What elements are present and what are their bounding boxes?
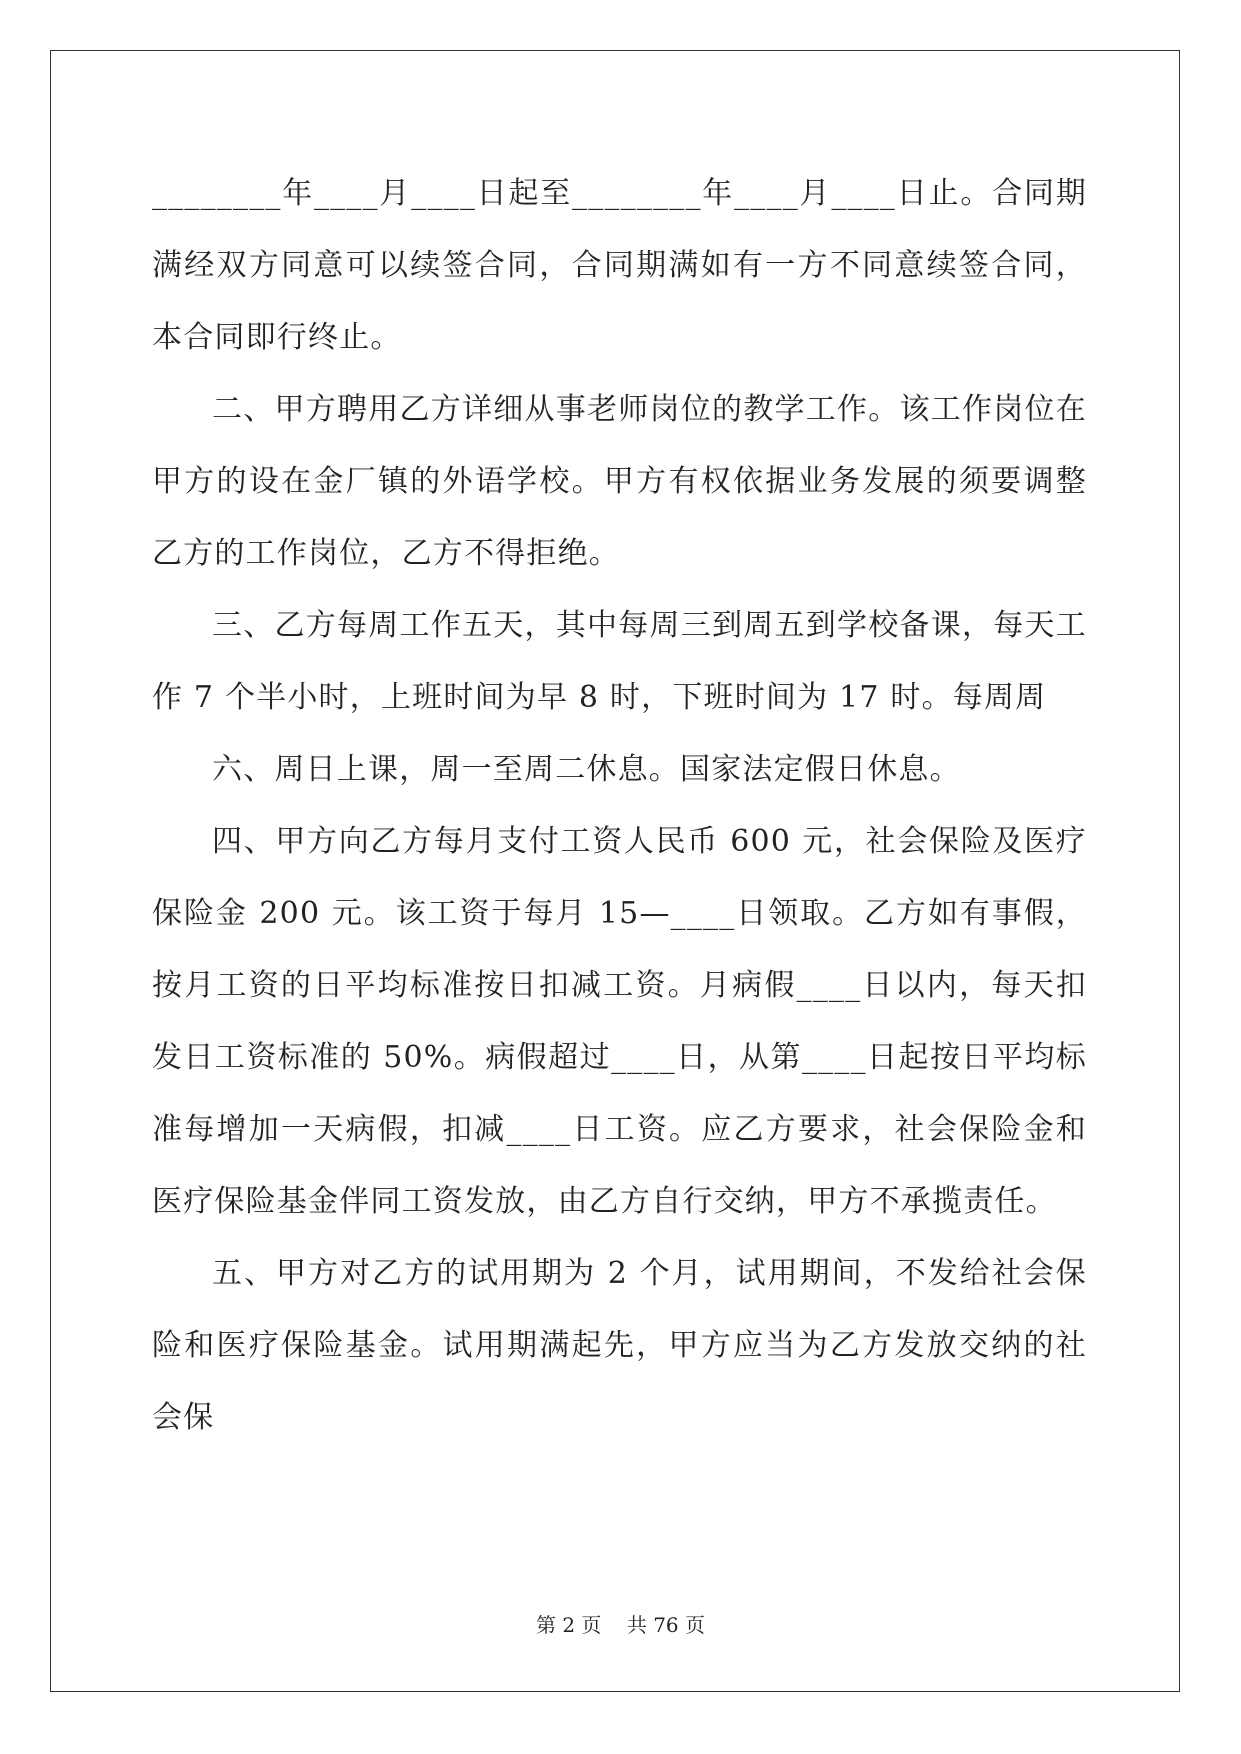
page-number-footer: 第 2 页 共 76 页 [535, 1613, 706, 1637]
document-body [152, 158, 1087, 1454]
paragraph-job-position: 二、甲方聘用乙方详细从事老师岗位的教学工作。该工作岗位在甲方的设在金厂镇的外语学校。甲方有权依据业务发展的须要调整乙方的工作岗位，乙方不得拒绝。 [152, 392, 1087, 571]
paragraph-contract-term: ________年____月____日起至________年____月____日止。合同期满经双方同意可以续签合同，合同期满如有一方不同意续签合同，本合同即行终止。 [152, 176, 1087, 355]
paragraph-rest-days: 六、周日上课，周一至周二休息。国家法定假日休息。 [212, 752, 961, 787]
paragraph-salary: 四、甲方向乙方每月支付工资人民币 600 元，社会保险及医疗保险金 200 元。该工资于每月 15—____日领取。乙方如有事假，按月工资的日平均标准按日扣减工资。月病假____日以内，每天扣发日工资标准的 50%。病假超过____日，从第____日起按日平均标准每增加一天病假，扣减____日工资。应乙方要求，社会保险金和医疗保险基金伴同工资发放，由乙方自行交纳，甲方不承揽责任。 [152, 824, 1087, 1219]
paragraph-probation: 五、甲方对乙方的试用期为 2 个月，试用期间，不发给社会保险和医疗保险基金。试用期满起先，甲方应当为乙方发放交纳的社会保 [152, 1256, 1087, 1435]
paragraph-working-hours: 三、乙方每周工作五天，其中每周三到周五到学校备课，每天工作 7 个半小时，上班时间为早 8 时，下班时间为 17 时。每周周 [152, 608, 1087, 715]
